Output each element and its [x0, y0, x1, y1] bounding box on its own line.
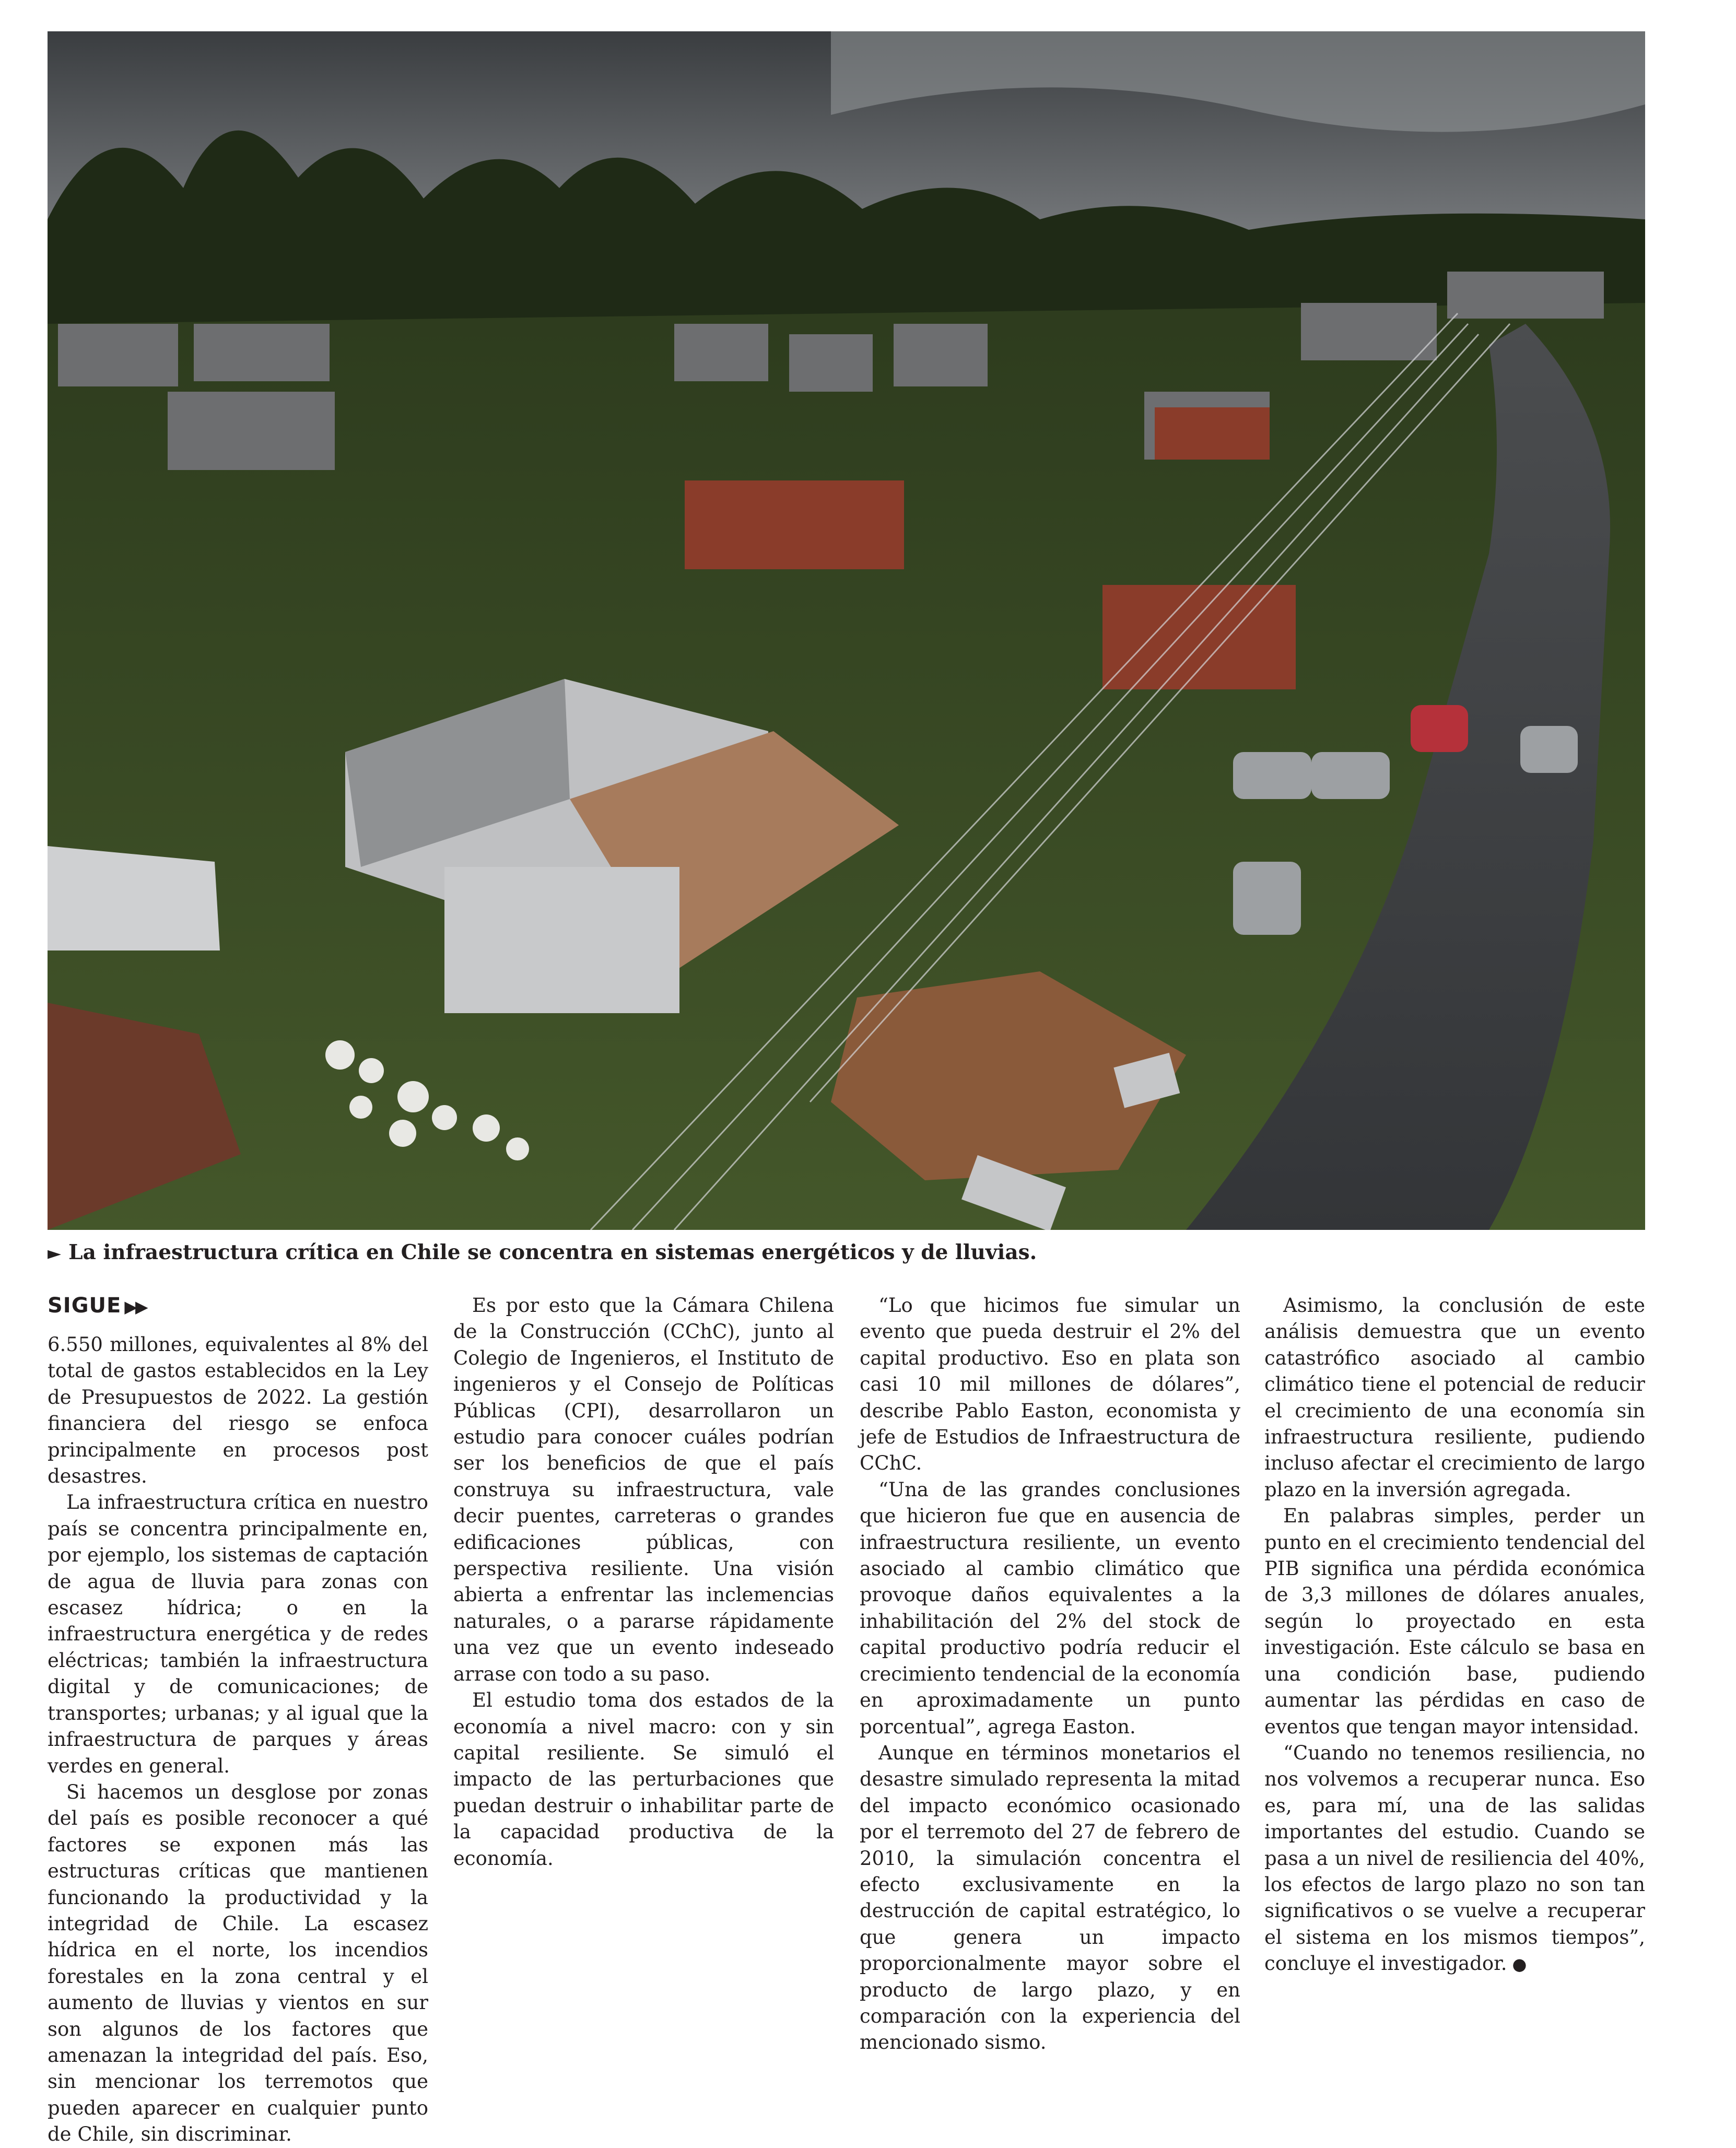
- double-arrow-icon: ▶▶: [124, 1297, 146, 1317]
- caption-text: La infraestructura crítica en Chile se concentra en sistemas energéticos y de lluvias.: [68, 1240, 1037, 1264]
- storm-damage-aerial-photo: [48, 31, 1645, 1230]
- paragraph-text: “Cuando no tenemos resiliencia, no nos volvemos a recuperar nunca. Eso es, para mí, una de las salidas importantes del estudio. Cuando se pasa a un nivel de resiliencia del 40%, los efectos de largo plazo no son tan significativos o se vuelve a recuperar el sistema en los mismos tiempos”, concluye el investigador.: [1264, 1741, 1645, 1975]
- paragraph: “Lo que hicimos fue simular un evento que pueda destruir el 2% del capital productivo. Eso en plata son casi 10 mil millones de dólares”, describe Pablo Easton, economista y jefe de Estudios de Infraestructura de CChC.: [860, 1294, 1240, 1475]
- photo-caption: [48, 1237, 1645, 1268]
- paragraph: 6.550 millones, equivalentes al 8% del total de gastos establecidos en la Ley de Presupuestos de 2022. La gestión financiera del riesgo se enfoca principalmente en procesos post desastres.: [48, 1333, 428, 1488]
- paragraph: El estudio toma dos estados de la economía a nivel macro: con y sin capital resiliente. Se simuló el impacto de las perturbaciones que puedan destruir o inhabilitar parte de la capacidad productiva de la economía.: [453, 1689, 834, 1870]
- paragraph: Asimismo, la conclusión de este análisis demuestra que un evento catastrófico asociado al cambio climático tiene el potencial de reducir el crecimiento de una economía sin infraestructura resiliente, pudiendo incluso afectar el crecimiento de largo plazo en la inversión agregada.: [1264, 1294, 1645, 1501]
- continuation-label: [48, 1293, 428, 1319]
- article-column-2: [453, 1293, 834, 1872]
- article-column-1: [48, 1293, 428, 2148]
- article-column-4: [1264, 1293, 1645, 1978]
- paragraph: “Una de las grandes conclusiones que hicieron fue que en ausencia de infraestructura resiliente, un evento asociado al cambio climático que provoque daños equivalentes a la inhabilitación del 2% del stock de capital productivo podría reducir el crecimiento tendencial de la economía en aproximadamente un punto porcentual”, agrega Easton.: [860, 1478, 1240, 1738]
- sigue-text: SIGUE: [48, 1294, 122, 1318]
- paragraph: La infraestructura crítica en nuestro país se concentra principalmente en, por ejemplo, los sistemas de captación de agua de lluvia para zonas con escasez hídrica; o en la infraestructura energética y de redes eléctricas; también la infraestructura digital y de comunicaciones; de transportes; urbanas; y al igual que la infraestructura de parques y áreas verdes en general.: [48, 1491, 428, 1777]
- paragraph: [1264, 1740, 1645, 1978]
- end-mark-icon: ●: [1512, 1954, 1527, 1975]
- paragraph: En palabras simples, perder un punto en el crecimiento tendencial del PIB significa una pérdida económica de 3,3 millones de dólares anuales, según lo proyectado en esta investigación. Este cálculo se basa en una condición base, pudiendo aumentar las pérdidas en caso de eventos que tengan mayor intensidad.: [1264, 1505, 1645, 1738]
- article-column-3: [860, 1293, 1240, 2056]
- caption-marker-icon: ►: [48, 1243, 62, 1264]
- paragraph: Aunque en términos monetarios el desastre simulado representa la mitad del impacto económico ocasionado por el terremoto del 27 de febrero de 2010, la simulación concentra el efecto exclusivamente en la destrucción de capital estratégico, lo que genera un impacto proporcionalmente mayor sobre el producto de largo plazo, y en comparación con la experiencia del mencionado sismo.: [860, 1741, 1240, 2054]
- paragraph: Es por esto que la Cámara Chilena de la Construcción (CChC), junto al Colegio de Ingenieros, el Instituto de ingenieros y el Consejo de Políticas Públicas (CPI), desarrollaron un estudio para conocer cuáles podrían ser los beneficios de que el país construya su infraestructura, vale decir puentes, carreteras o grandes edificaciones públicas, con perspectiva resiliente. Una visión abierta a enfrentar las inclemencias naturales, o a pararse rápidamente una vez que un evento indeseado arrase con todo a su paso.: [453, 1294, 834, 1685]
- paragraph: Si hacemos un desglose por zonas del país es posible reconocer a qué factores se exponen más las estructuras críticas que mantienen funcionando la productividad y la integridad de Chile. La escasez hídrica en el norte, los incendios forestales en la zona central y el aumento de lluvias y vientos en sur son algunos de los factores que amenazan la integridad del país. Eso, sin mencionar los terremotos que pueden aparecer en cualquier punto de Chile, sin discriminar.: [48, 1780, 428, 2146]
